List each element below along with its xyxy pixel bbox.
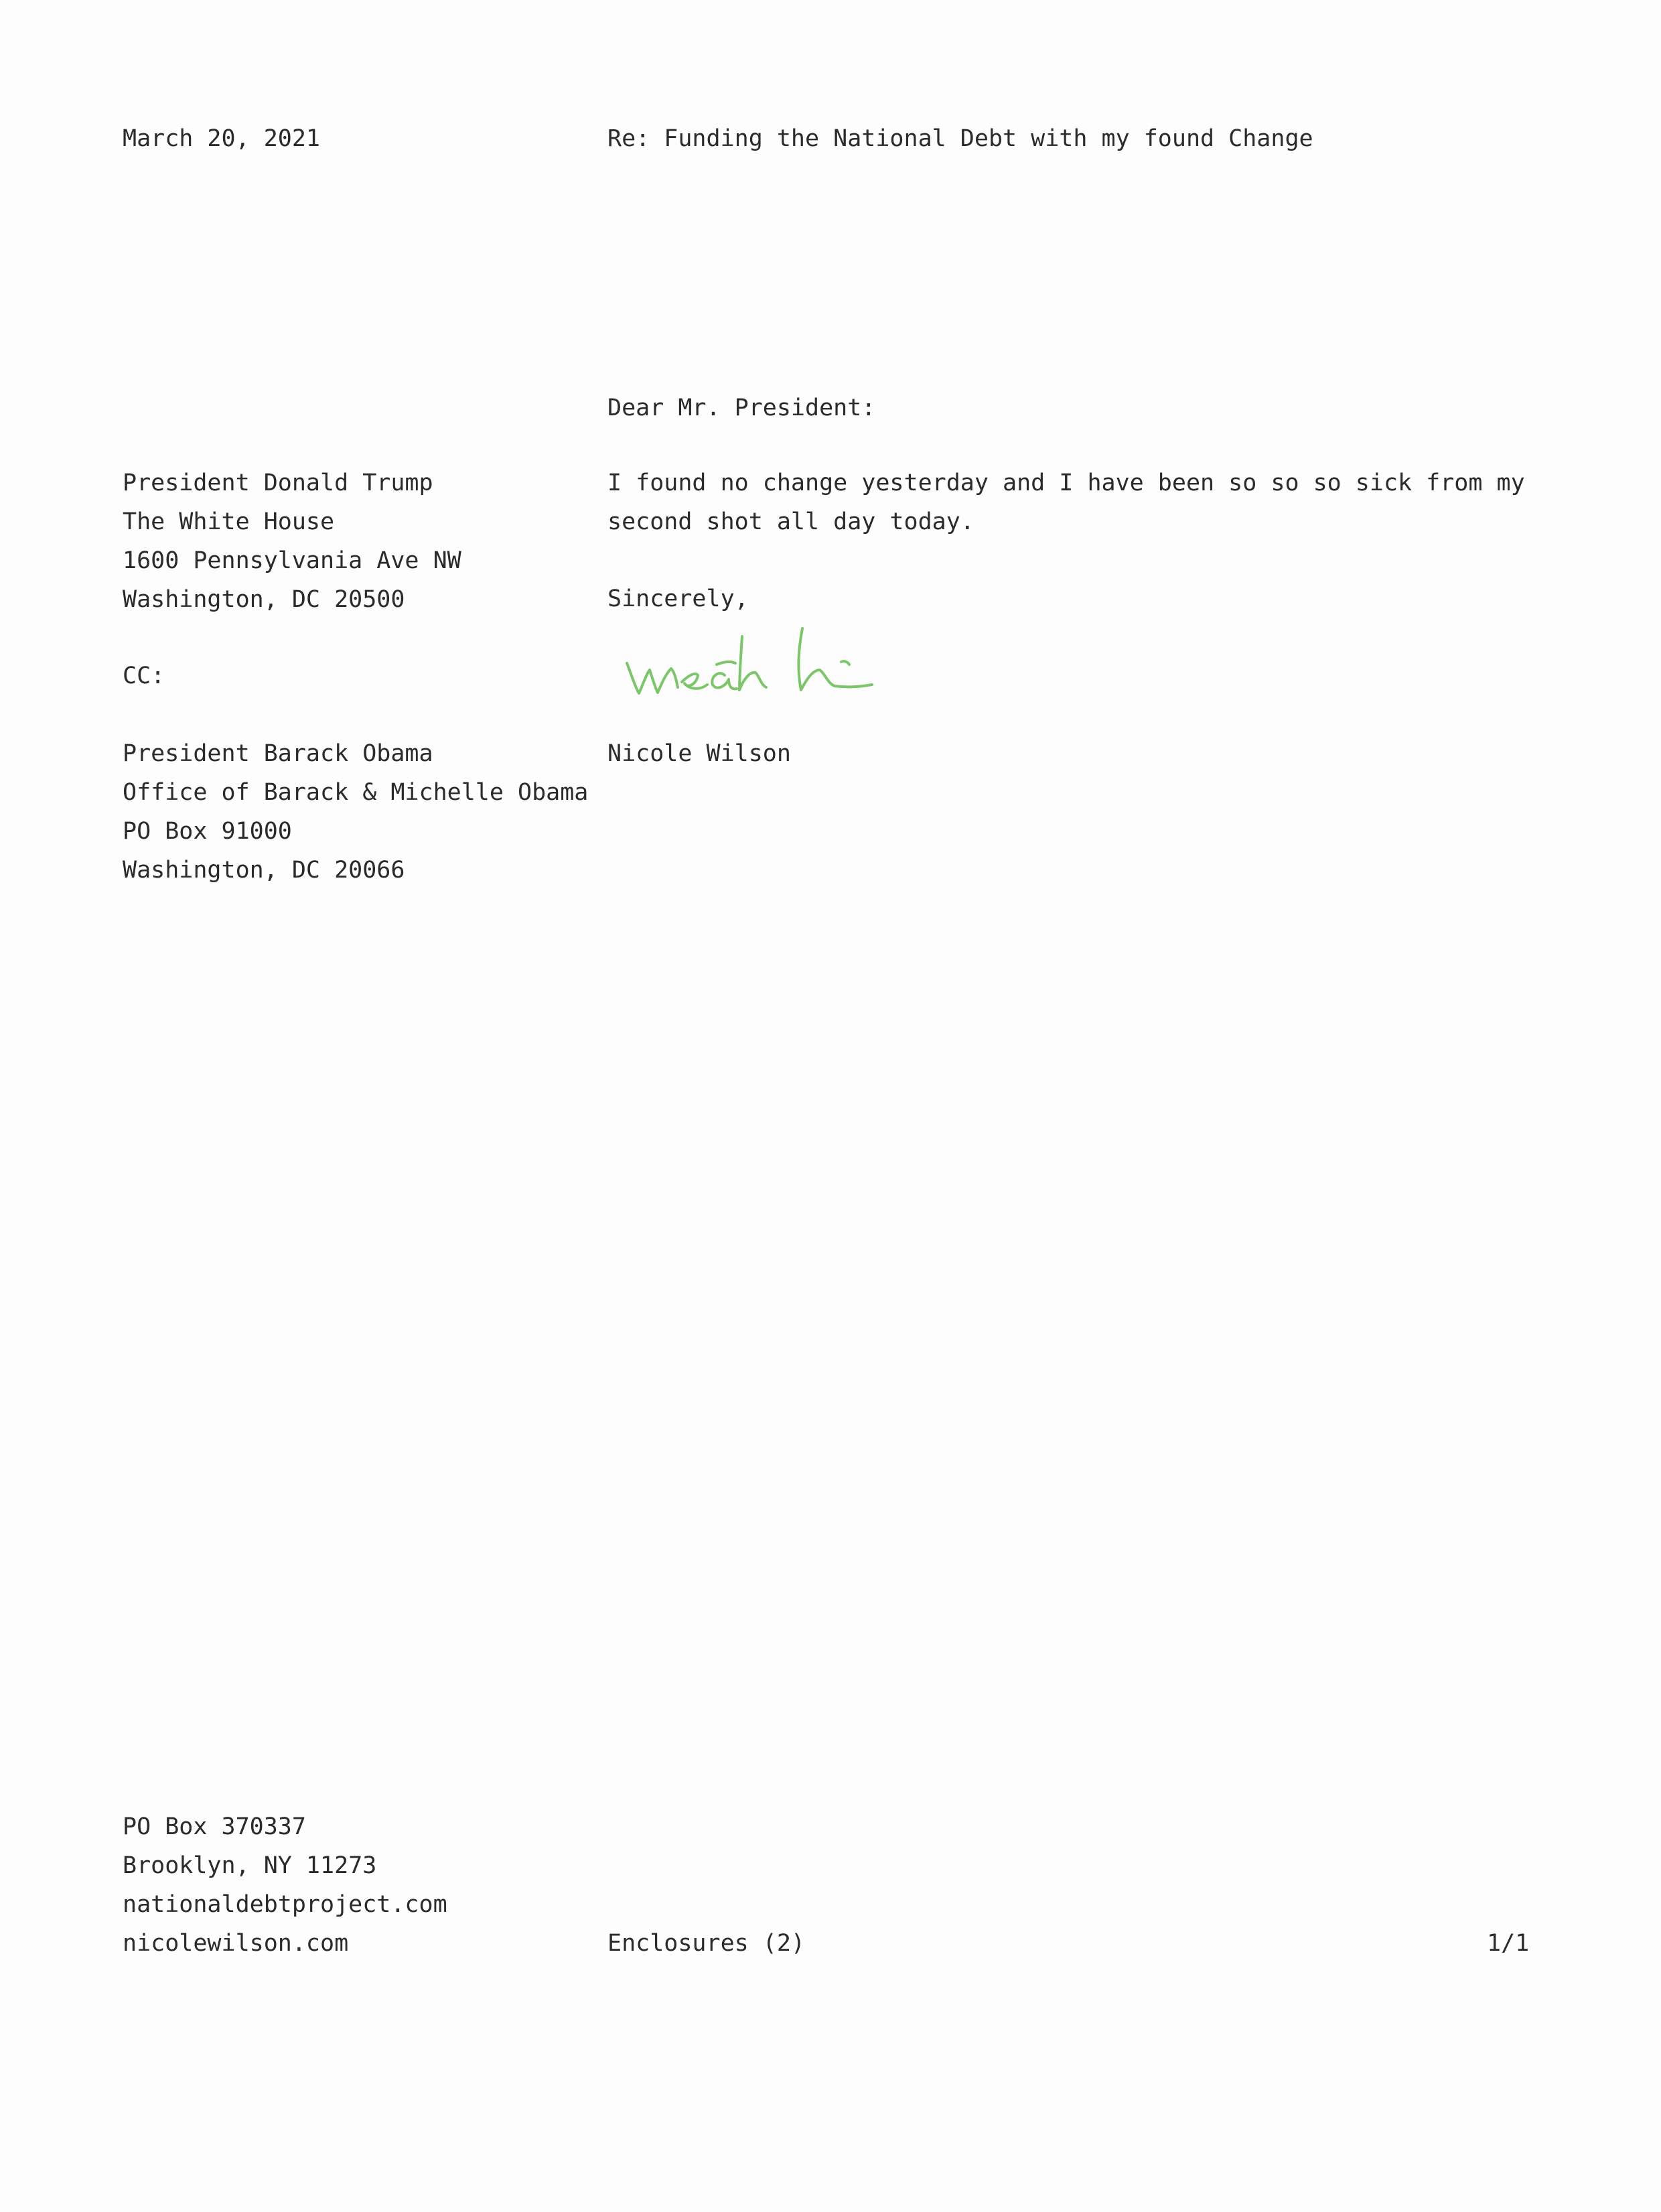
cc-line: Washington, DC 20066 xyxy=(123,857,405,884)
salutation: Dear Mr. President: xyxy=(607,395,876,421)
cc-line: President Barack Obama xyxy=(123,740,433,767)
sender-address xyxy=(123,1807,447,1963)
recipient-address xyxy=(123,464,461,619)
sender-line: PO Box 370337 xyxy=(123,1813,306,1840)
cc-line: PO Box 91000 xyxy=(123,818,292,845)
closing: Sincerely, xyxy=(607,585,749,612)
recipient-line: The White House xyxy=(123,508,335,535)
letter-subject: Re: Funding the National Debt with my found Change xyxy=(607,125,1313,152)
signer-name: Nicole Wilson xyxy=(607,740,791,767)
letter-body xyxy=(607,464,1525,541)
recipient-line: 1600 Pennsylvania Ave NW xyxy=(123,547,461,574)
letter-date: March 20, 2021 xyxy=(123,125,321,152)
sender-line: Brooklyn, NY 11273 xyxy=(123,1852,377,1879)
handwritten-signature xyxy=(623,623,958,710)
body-line: second shot all day today. xyxy=(607,508,974,535)
enclosures-note: Enclosures (2) xyxy=(607,1930,806,1957)
recipient-line: Washington, DC 20500 xyxy=(123,586,405,613)
page-number: 1/1 xyxy=(1487,1930,1530,1957)
cc-label: CC: xyxy=(123,663,165,689)
recipient-line: President Donald Trump xyxy=(123,470,433,496)
body-line: I found no change yesterday and I have been so so so sick from my xyxy=(607,470,1525,496)
cc-line: Office of Barack & Michelle Obama xyxy=(123,779,589,806)
sender-line: nicolewilson.com xyxy=(123,1930,349,1957)
sender-line: nationaldebtproject.com xyxy=(123,1891,447,1918)
cc-address xyxy=(123,734,588,890)
